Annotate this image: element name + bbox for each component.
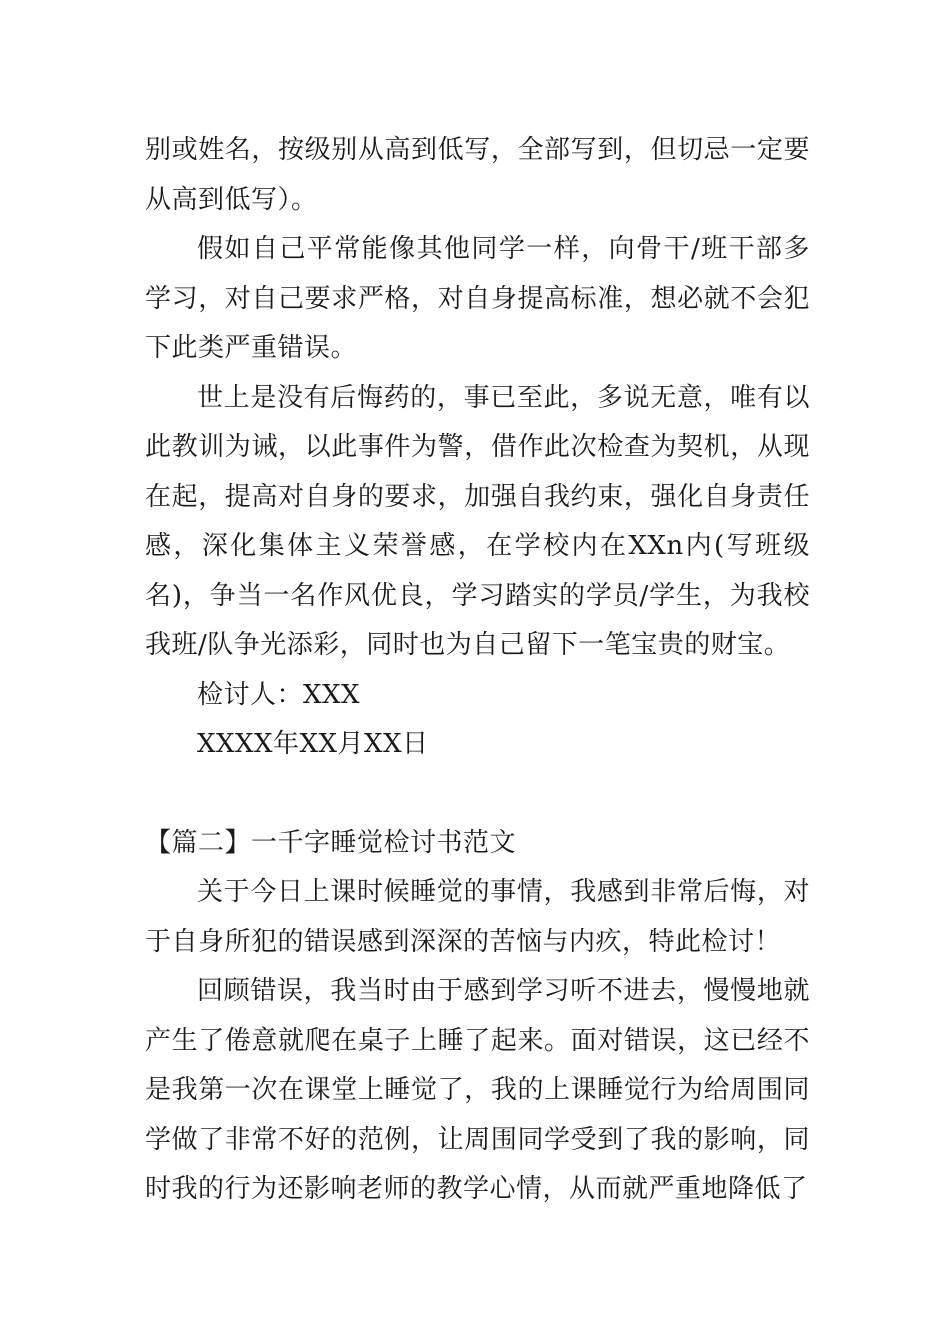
section-title: 【篇二】一千字睡觉检讨书范文 — [145, 827, 517, 858]
signature-line: 检讨人：XXX — [197, 679, 361, 710]
continued-paragraph: 别或姓名，按级别从高到低写，全部写到，但切忌一定要从高到低写）。 — [145, 135, 810, 215]
paragraph: 假如自己平常能像其他同学一样，向骨干/班干部多学习，对自己要求严格，对自身提高标准，想必就不会犯下此类严重错误。 — [145, 234, 810, 363]
paragraph: 关于今日上课时候睡觉的事情，我感到非常后悔，对于自身所犯的错误感到深深的苦恼与内疚，特此检讨！ — [145, 877, 810, 957]
paragraph: 世上是没有后悔药的，事已至此，多说无意，唯有以此教训为诫，以此事件为警，借作此次检查为契机，从现在起，提高对自身的要求，加强自我约束，强化自身责任感，深化集体主义荣誉感，在学校内在XXn内(写班级名)，争当一名作风优良，学习踏实的学员/学生，为我校我班/队争光添彩，同时也为自己留下一笔宝贵的财宝。 — [145, 382, 810, 660]
document-body — [145, 126, 810, 1215]
section-spacer — [145, 770, 810, 819]
date-line: XXXX年XX月XX日 — [197, 729, 429, 759]
paragraph: 回顾错误，我当时由于感到学习听不进去，慢慢地就产生了倦意就爬在桌子上睡了起来。面对错误，这已经不是我第一次在课堂上睡觉了，我的上课睡觉行为给周围同学做了非常不好的范例，让周围同学受到了我的影响，同时我的行为还影响老师的教学心情，从而就严重地降低了 — [145, 976, 810, 1204]
